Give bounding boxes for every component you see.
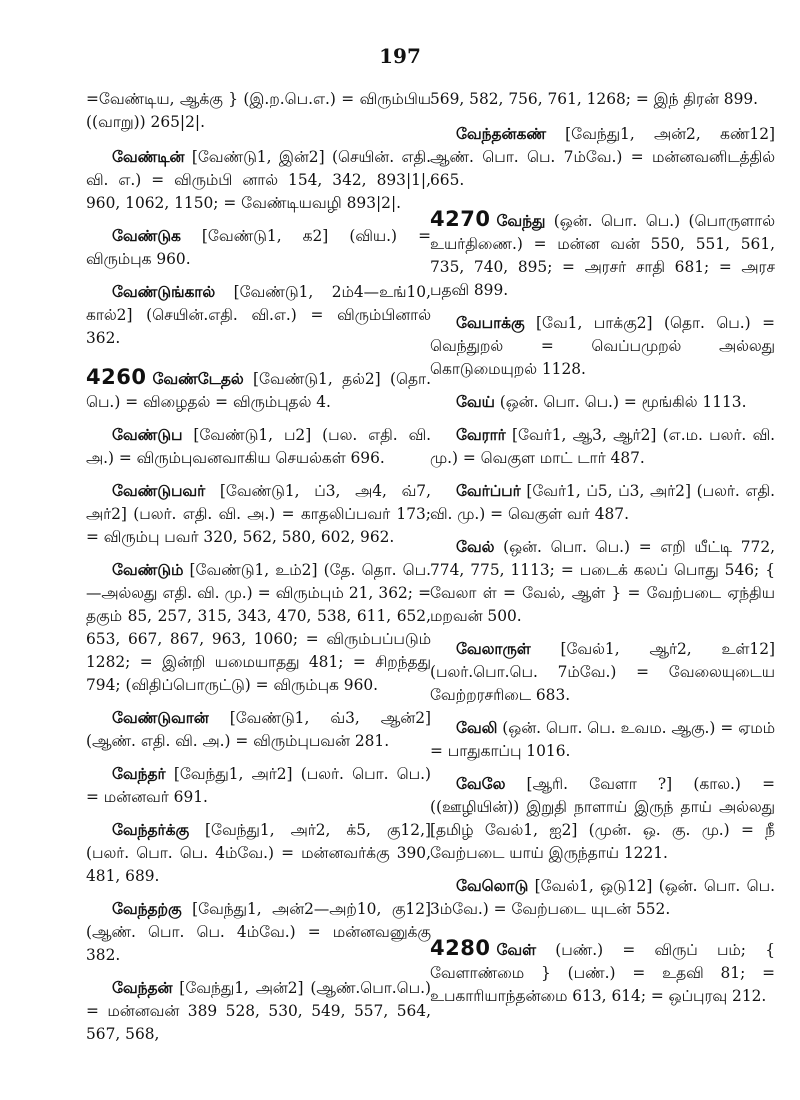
entry-headword: வேண்டுப: [112, 426, 183, 444]
dictionary-entry: [86, 366, 431, 414]
entry-headword: வேந்தன்கண்: [456, 125, 546, 143]
entry-headword: வேலாருள்: [456, 640, 531, 658]
right-column: [430, 88, 775, 1018]
dictionary-entry: [430, 536, 775, 628]
entry-text: [வேண்டு1, 2ம்4—உங்10, கால்2] (செயின்.எதி. வி.எ.) = விரும்பினால் 362.: [86, 283, 431, 347]
entry-text: [வேந்து1, அர்2, க்5, கு12,] (பலர். பொ. பெ. 4ம்வே.) = மன்னவர்க்கு 390, 481, 689.: [86, 821, 431, 885]
entry-headword: வேபாக்கு: [456, 314, 525, 332]
entry-text: (ஒன். பொ. பெ.) = மூங்கில் 1113.: [494, 393, 747, 411]
dictionary-entry: [430, 480, 775, 526]
entry-text: [வேந்து1, அன்2—அற்10, கு12] (ஆண். பொ. பெ. 4ம்வே.) = மன்னவனுக்கு 382.: [86, 900, 431, 964]
entry-text: [வேந்து1, அன்2, கண்12] ஆண். பொ. பெ. 7ம்வே.) = மன்னவனிடத்தில் 665.: [430, 125, 775, 189]
entry-text: [ஆரி. வேளா ?] (கால.) = ((ஊழியின்)) இறுதி நாளாய் இருந் தாய் அல்லது [தமிழ் வேல்1, ஐ2] (முன். ஒ. கு. மு.) = நீ வேற்படை யாய் இருந்தாய் 1221.: [430, 775, 775, 862]
entry-text: [வேல்1, ஒடு12] (ஒன். பொ. பெ. 3ம்வே.) = வேற்படை யுடன் 552.: [430, 877, 775, 918]
dictionary-entry: [86, 819, 431, 888]
entry-headword: வேந்தற்கு: [112, 900, 182, 918]
dictionary-entry: [86, 977, 431, 1046]
page-number: 197: [379, 44, 421, 68]
entry-headword: வேலொடு: [456, 877, 529, 895]
entry-text: [வேண்டு1, இன்2] (செயின். எதி. வி. எ.) = விரும்பி னால் 154, 342, 893|1|, 960, 1062, 1150; = வேண்டியவழி 893|2|.: [86, 148, 431, 212]
entry-headword: வேண்டேதல்: [152, 370, 244, 388]
dictionary-entry: [430, 773, 775, 865]
entry-text: [வேண்டு1, க2] (விய.) = விரும்புக 960.: [86, 227, 431, 268]
entry-headword: வேந்தர்க்கு: [112, 821, 190, 839]
dictionary-entry: [430, 123, 775, 192]
entry-headword: வேந்தர்: [112, 765, 166, 783]
dictionary-entry: [430, 424, 775, 470]
entry-headword: வேண்டுவான்: [112, 709, 209, 727]
entry-number: 4280: [430, 936, 491, 960]
entry-headword: வேண்டுங்கால்: [112, 283, 216, 301]
entry-text: [வேண்டு1, உம்2] (தே. தொ. பெ.—அல்லது எதி. வி. மு.) = விரும்பும் 21, 362; = தகும் 85, 257, 315, 343, 470, 538, 611, 652, 653, 667, 867, 963, 1060; = விரும்பப்படும் 1282; = இன்றி யமையாதது 481; = சிறந்தது 794; (விதிப்பொருட்டு) = விரும்புக 960.: [86, 561, 431, 694]
dictionary-entry: [430, 937, 775, 1008]
entry-headword: வேர்ப்பர்: [456, 482, 521, 500]
entry-text: [வே1, பாக்கு2] (தொ. பெ.) = வெந்துறல் = வெப்பமுறல் அல்லது கொடுமையுறல் 1128.: [430, 314, 775, 378]
entry-text: (ஒன். பொ. பெ.) (பொருளால் உயர்திணை.) = மன்ன வன் 550, 551, 561, 735, 740, 895; = அரசர் சாதி 681; = அரச பதவி 899.: [430, 212, 775, 299]
dictionary-entry: [430, 638, 775, 707]
dictionary-entry: [430, 312, 775, 381]
entry-number: 4260: [86, 365, 147, 389]
dictionary-entry: [86, 707, 431, 753]
entry-text: (ஒன். பொ. பெ.) = எறி யீட்டி 772, 774, 775, 1113; = படைக் கலப் பொது 546; { வேலா ள் = வேல், ஆள் } = வேற்படை ஏந்திய மறவன் 500.: [430, 538, 775, 625]
dictionary-entry: [86, 281, 431, 350]
dictionary-entry: [430, 875, 775, 921]
entry-continuation: [430, 88, 775, 111]
entry-text: =வேண்டிய, ஆக்கு } (இ.ற.பெ.எ.) = விரும்பிய ((வாறு)) 265|2|.: [86, 90, 431, 131]
entry-text: [வேண்டு1, தல்2] (தொ. பெ.) = விழைதல் = விரும்புதல் 4.: [86, 370, 431, 411]
dictionary-entry: [86, 480, 431, 549]
entry-text: (பண்.) = விருப் பம்; { வேளாண்மை } (பண்.) = உதவி 81; = உபகாரியாந்தன்மை 613, 614; = ஒப்புரவு 212.: [430, 941, 775, 1005]
dictionary-entry: [86, 763, 431, 809]
entry-headword: வேலி: [456, 719, 498, 737]
dictionary-entry: [86, 898, 431, 967]
dictionary-entry: [86, 225, 431, 271]
dictionary-entry: [430, 717, 775, 763]
entry-continuation: [86, 88, 431, 134]
dictionary-entry: [86, 559, 431, 697]
dictionary-entry: [86, 424, 431, 470]
entry-text: [வேண்டு1, வ்3, ஆன்2] (ஆண். எதி. வி. அ.) = விரும்புபவன் 281.: [86, 709, 431, 750]
entry-number: 4270: [430, 207, 491, 231]
dictionary-entry: [430, 208, 775, 302]
entry-headword: வேண்டும்: [112, 561, 184, 579]
left-column: [86, 88, 431, 1056]
entry-headword: வேள்: [496, 941, 536, 959]
entry-text: [வேர்1, ஆ3, ஆர்2] (எ.ம. பலர். வி. மு.) = வெகுள மாட் டார் 487.: [430, 426, 775, 467]
entry-headword: வேண்டுக: [112, 227, 181, 245]
entry-headword: வேலே: [456, 775, 506, 793]
entry-headword: வேந்தன்: [112, 979, 173, 997]
entry-text: [வேந்து1, அன்2] (ஆண்.பொ.பெ.) = மன்னவன் 389 528, 530, 549, 557, 564, 567, 568,: [86, 979, 431, 1043]
entry-text: (ஒன். பொ. பெ. உவம. ஆகு.) = ஏமம் = பாதுகாப்பு 1016.: [430, 719, 775, 760]
entry-headword: வேல்: [456, 538, 495, 556]
dictionary-entry: [430, 391, 775, 414]
entry-text: [வேண்டு1, ப2] (பல. எதி. வி. அ.) = விரும்புவனவாகிய செயல்கள் 696.: [86, 426, 431, 467]
entry-headword: வேண்டின்: [112, 148, 185, 166]
entry-headword: வேந்து: [496, 212, 546, 230]
entry-headword: வேண்டுபவர்: [112, 482, 206, 500]
dictionary-entry: [86, 146, 431, 215]
entry-text: [வேண்டு1, ப்3, அ4, வ்7, அர்2] (பலர். எதி. வி. அ.) = காதலிப்பவர் 173; = விரும்பு பவர் 320, 562, 580, 602, 962.: [86, 482, 431, 546]
entry-headword: வேய்: [456, 393, 495, 411]
entry-text: [வேந்து1, அர்2] (பலர். பொ. பெ.) = மன்னவர் 691.: [86, 765, 431, 806]
entry-headword: வேரார்: [456, 426, 506, 444]
entry-text: 569, 582, 756, 761, 1268; = இந் திரன் 899.: [430, 90, 759, 108]
entry-text: [வேர்1, ப்5, ப்3, அர்2] (பலர். எதி. வி. மு.) = வெகுள் வர் 487.: [430, 482, 775, 523]
entry-text: [வேல்1, ஆர்2, உள்12] (பலர்.பொ.பெ. 7ம்வே.) = வேலையுடைய வேற்றரசரிடை 683.: [430, 640, 775, 704]
